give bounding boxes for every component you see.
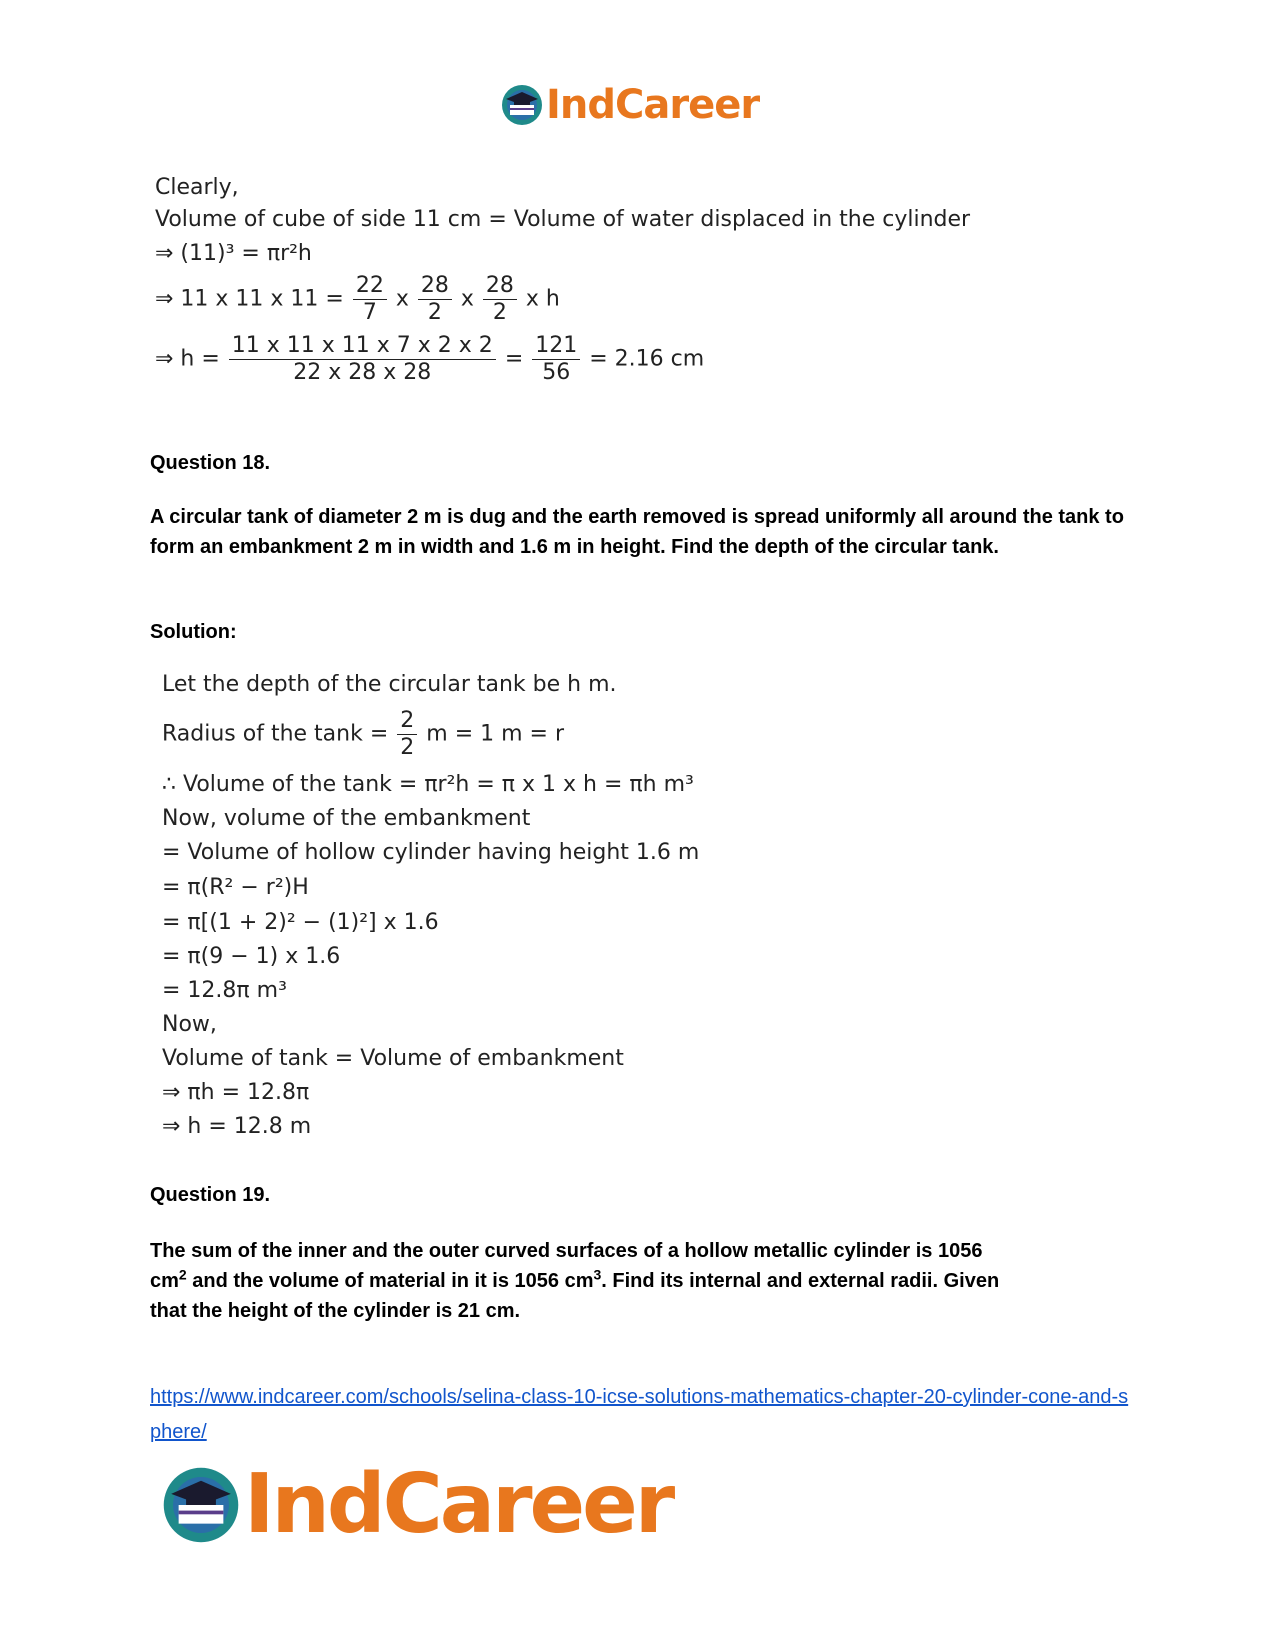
source-link[interactable]: https://www.indcareer.com/schools/selina-class-10-icse-solutions-mathematics-chapter-20-cylinder-cone-and-sphere/ <box>150 1386 1129 1443</box>
math-line: = π(9 − 1) x 1.6 <box>162 944 341 969</box>
math-text: = <box>504 346 524 372</box>
math-line: = π[(1 + 2)² − (1)²] x 1.6 <box>162 910 439 935</box>
numerator: 2 <box>400 708 415 733</box>
math-line: Volume of tank = Volume of embankment <box>162 1046 624 1071</box>
math-line: Now, <box>162 1012 217 1037</box>
math-line: Clearly, <box>155 175 239 200</box>
math-text: x h <box>525 286 560 312</box>
math-line: Now, volume of the embankment <box>162 806 531 831</box>
superscript: 3 <box>593 1266 602 1283</box>
math-line <box>155 273 560 326</box>
math-line: = Volume of hollow cylinder having height 1.6 m <box>162 840 700 865</box>
math-text: ⇒ 11 x 11 x 11 = <box>155 286 344 312</box>
question-text <box>150 1236 1125 1326</box>
math-text: = 2.16 cm <box>589 346 705 372</box>
fraction <box>397 708 417 761</box>
footer-logo <box>160 1457 673 1552</box>
graduation-cap-logo-icon <box>160 1464 242 1546</box>
numerator: 22 <box>355 273 384 298</box>
question-line <box>150 1266 1125 1296</box>
denominator: 7 <box>353 299 387 326</box>
fraction <box>418 273 452 326</box>
math-line: = π(R² − r²)H <box>162 875 309 900</box>
denominator: 22 x 28 x 28 <box>229 359 496 386</box>
math-text: x <box>395 286 409 312</box>
math-line <box>155 333 704 386</box>
math-text: ⇒ h = <box>155 346 220 372</box>
numerator: 28 <box>420 273 449 298</box>
fraction <box>229 333 496 386</box>
fraction <box>532 333 580 386</box>
brand-wordmark: IndCareer <box>546 82 760 128</box>
question-line: The sum of the inner and the outer curved surfaces of a hollow metallic cylinder is 1056 <box>150 1240 983 1262</box>
fraction <box>353 273 387 326</box>
math-line: Volume of cube of side 11 cm = Volume of water displaced in the cylinder <box>155 207 971 232</box>
question-heading: Question 18. <box>150 452 271 474</box>
text-run: cm <box>150 1270 179 1292</box>
q17-solution-math <box>155 175 1055 415</box>
math-text: Radius of the tank = <box>162 721 389 747</box>
denominator: 2 <box>483 299 517 326</box>
numerator: 11 x 11 x 11 x 7 x 2 x 2 <box>231 333 493 358</box>
math-line: Let the depth of the circular tank be h m. <box>162 672 617 697</box>
math-text: m = 1 m = r <box>426 721 565 747</box>
denominator: 2 <box>397 734 417 761</box>
denominator: 56 <box>532 359 580 386</box>
math-line: ⇒ (11)³ = πr²h <box>155 241 312 266</box>
fraction <box>483 273 517 326</box>
math-line: ⇒ h = 12.8 m <box>162 1114 312 1139</box>
denominator: 2 <box>418 299 452 326</box>
brand-wordmark: IndCareer <box>244 1457 673 1552</box>
text-run: and the volume of material in it is 1056 cm <box>186 1270 594 1292</box>
numerator: 121 <box>535 333 578 358</box>
superscript: 2 <box>178 1266 187 1283</box>
math-line: ∴ Volume of the tank = πr²h = π x 1 x h = πh m³ <box>162 772 694 797</box>
q18-solution-math <box>162 672 1062 1152</box>
math-line: = 12.8π m³ <box>162 978 287 1003</box>
solution-label: Solution: <box>150 621 237 643</box>
math-line <box>162 708 564 761</box>
numerator: 28 <box>485 273 514 298</box>
math-line: ⇒ πh = 12.8π <box>162 1080 310 1105</box>
header-logo <box>500 80 759 130</box>
question-text: A circular tank of diameter 2 m is dug and the earth removed is spread uniformly all around the tank to form an embankment 2 m in width and 1.6 m in height. Find the depth of the circular tank. <box>150 506 1124 558</box>
graduation-cap-logo-icon <box>500 83 544 127</box>
math-text: x <box>460 286 474 312</box>
question-heading: Question 19. <box>150 1184 271 1206</box>
question-line: that the height of the cylinder is 21 cm. <box>150 1300 521 1322</box>
text-run: . Find its internal and external radii. Given <box>601 1270 1000 1292</box>
